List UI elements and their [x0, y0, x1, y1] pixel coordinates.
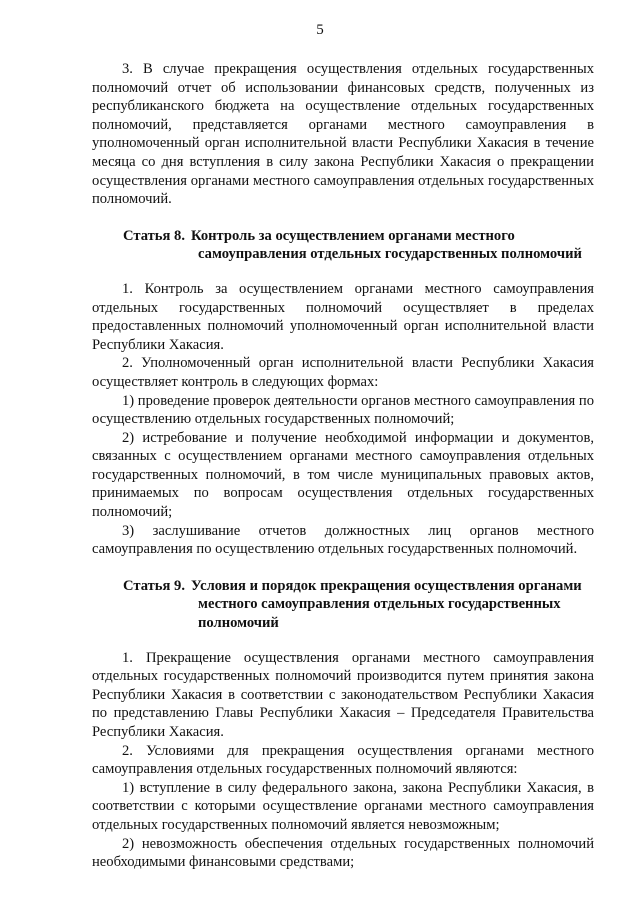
page-number: 5 [316, 22, 324, 38]
article-8-list-item: 3) заслушивание отчетов должностных лиц органов местного самоуправления по осуществлению отдельных государственных полномочий. [92, 522, 594, 558]
article-9-title-line1: Условия и порядок прекращения осуществления органами [191, 577, 582, 594]
article-8-title-line2: самоуправления отдельных государственных полномочий [198, 246, 582, 263]
article-9-paragraph: 1. Прекращение осуществления органами местного самоуправления отдельных государственных полномочий производится путем принятия закона Республики Хакасия в соответствии с законодательством Республики Хакасия по представлению Главы Республики Хакасия – Председателя Правительства Республики Хакасия. [92, 649, 594, 740]
article-9-heading [92, 577, 594, 633]
article-9-paragraph: 2. Условиями для прекращения осуществления органами местного самоуправления отдельных государственных полномочий являются: [92, 742, 594, 778]
article-8-title-line1: Контроль за осуществлением органами местного [191, 227, 515, 244]
article-8-number: Статья 8. [123, 227, 185, 244]
intro-paragraph: 3. В случае прекращения осуществления отдельных государственных полномочий отчет об использовании финансовых средств, полученных из республиканского бюджета на осуществление отдельных государственных полномочий, представляется органами местного самоуправления в уполномоченный орган исполнительной власти Республики Хакасия в течение месяца со дня вступления в силу закона Республики Хакасия о прекращении осуществления органами местного самоуправления отдельных государственных полномочий. [92, 61, 594, 208]
article-9-number: Статья 9. [123, 577, 185, 594]
article-8-list-item: 1) проведение проверок деятельности органов местного самоуправления по осуществлению отдельных государственных полномочий; [92, 392, 595, 428]
article-9-title-line2: местного самоуправления отдельных государственных [198, 596, 561, 613]
article-8-heading [92, 227, 594, 264]
document-body [92, 60, 594, 872]
article-8-paragraph: 2. Уполномоченный орган исполнительной власти Республики Хакасия осуществляет контроль в следующих формах: [92, 355, 594, 390]
article-9-list-item: 2) невозможность обеспечения отдельных государственных полномочий необходимыми финансовыми средствами; [92, 835, 594, 871]
article-9-list-item: 1) вступление в силу федерального закона, закона Республики Хакасия, в соответствии с которыми осуществление органами местного самоуправления отдельных государственных полномочий является невозможным; [92, 779, 594, 833]
article-8-paragraph: 1. Контроль за осуществлением органами местного самоуправления отдельных государственных полномочий осуществляет в пределах предоставленных полномочий уполномоченный орган исполнительной власти Республики Хакасия. [92, 280, 594, 353]
article-9-title-line3: полномочий [198, 615, 279, 632]
article-8-list-item: 2) истребование и получение необходимой информации и документов, связанных с осуществлением органами местного самоуправления отдельных государственных полномочий, в том числе муниципальных правовых актов, принимаемых по вопросам осуществления отдельных государственных полномочий; [92, 429, 594, 521]
